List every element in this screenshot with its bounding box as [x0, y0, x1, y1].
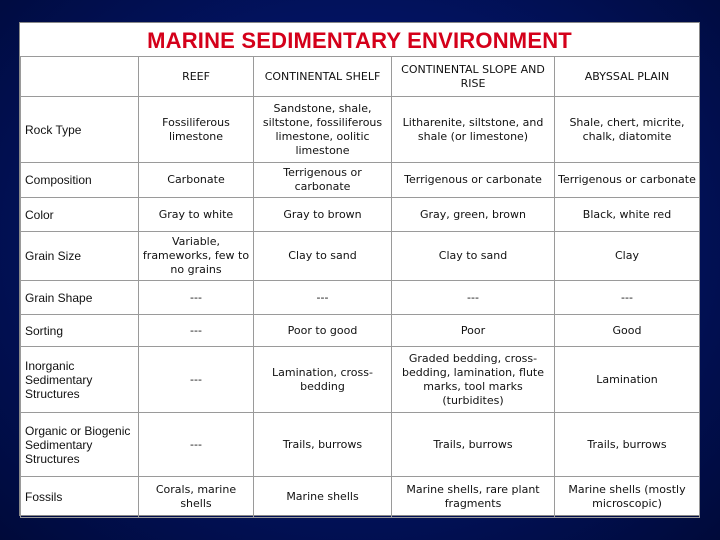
table-cell: ---	[392, 281, 555, 315]
table-cell: Clay to sand	[254, 232, 392, 281]
table-row	[21, 315, 700, 347]
table-cell: Lamination	[555, 347, 700, 413]
table-cell: Poor	[392, 315, 555, 347]
table-row	[21, 198, 700, 232]
row-label: Organic or Biogenic Sedimentary Structures	[21, 413, 139, 477]
table-cell: ---	[555, 281, 700, 315]
table-cell: Corals, marine shells	[139, 477, 254, 518]
table-cell: ---	[139, 281, 254, 315]
table-cell: Fossiliferous limestone	[139, 97, 254, 163]
environment-table	[20, 56, 700, 518]
header-continental-slope: CONTINENTAL SLOPE AND RISE	[392, 57, 555, 97]
table-cell: Poor to good	[254, 315, 392, 347]
table-cell: Marine shells, rare plant fragments	[392, 477, 555, 518]
table-cell: Variable, frameworks, few to no grains	[139, 232, 254, 281]
table-row	[21, 413, 700, 477]
row-label: Grain Shape	[21, 281, 139, 315]
table-cell: Gray to white	[139, 198, 254, 232]
table-cell: Carbonate	[139, 163, 254, 198]
table-row	[21, 477, 700, 518]
table-row	[21, 281, 700, 315]
header-row	[21, 57, 700, 97]
table-cell: Sandstone, shale, siltstone, fossiliferous limestone, oolitic limestone	[254, 97, 392, 163]
header-cell-empty	[21, 57, 139, 97]
table-row	[21, 163, 700, 198]
row-label: Composition	[21, 163, 139, 198]
header-reef: REEF	[139, 57, 254, 97]
table-cell: Good	[555, 315, 700, 347]
slide	[19, 22, 700, 516]
table-cell: Marine shells (mostly microscopic)	[555, 477, 700, 518]
table-row	[21, 347, 700, 413]
row-label: Fossils	[21, 477, 139, 518]
row-label: Inorganic Sedimentary Structures	[21, 347, 139, 413]
table-cell: Gray to brown	[254, 198, 392, 232]
row-label: Rock Type	[21, 97, 139, 163]
table-cell: Black, white red	[555, 198, 700, 232]
row-label: Grain Size	[21, 232, 139, 281]
header-abyssal-plain: ABYSSAL PLAIN	[555, 57, 700, 97]
table-cell: Marine shells	[254, 477, 392, 518]
table-cell: ---	[139, 413, 254, 477]
table-cell: ---	[139, 347, 254, 413]
table-cell: Trails, burrows	[392, 413, 555, 477]
table-cell: Litharenite, siltstone, and shale (or limestone)	[392, 97, 555, 163]
row-label: Color	[21, 198, 139, 232]
table-cell: Lamination, cross-bedding	[254, 347, 392, 413]
page-title: MARINE SEDIMENTARY ENVIRONMENT	[147, 28, 572, 53]
table-cell: Terrigenous or carbonate	[392, 163, 555, 198]
table-cell: Terrigenous or carbonate	[254, 163, 392, 198]
table-cell: Clay to sand	[392, 232, 555, 281]
table-cell: Trails, burrows	[555, 413, 700, 477]
table-cell: ---	[139, 315, 254, 347]
table-row	[21, 97, 700, 163]
table-cell: Clay	[555, 232, 700, 281]
table-row	[21, 232, 700, 281]
table-cell: Shale, chert, micrite, chalk, diatomite	[555, 97, 700, 163]
header-continental-shelf: CONTINENTAL SHELF	[254, 57, 392, 97]
row-label: Sorting	[21, 315, 139, 347]
table-cell: Trails, burrows	[254, 413, 392, 477]
table-cell: Gray, green, brown	[392, 198, 555, 232]
table-cell: Graded bedding, cross-bedding, lamination, flute marks, tool marks (turbidites)	[392, 347, 555, 413]
table-cell: Terrigenous or carbonate	[555, 163, 700, 198]
table-cell: ---	[254, 281, 392, 315]
